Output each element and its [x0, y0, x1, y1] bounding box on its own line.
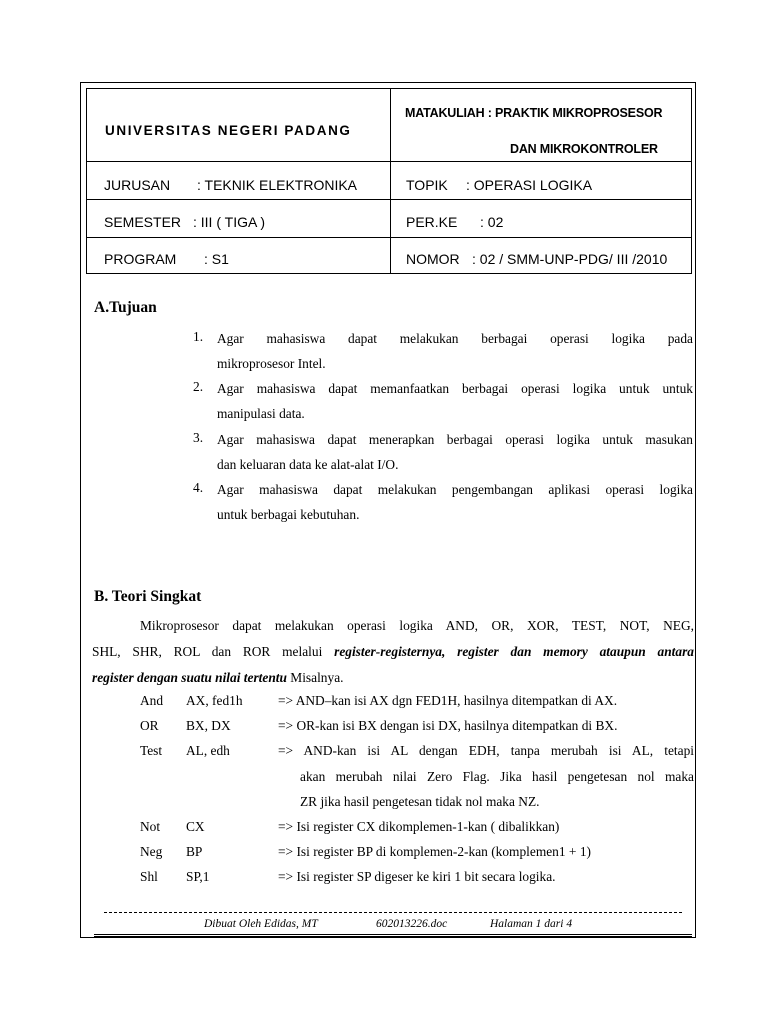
instruction-desc: => Isi register CX dikomplemen-1-kan ( dibalikkan) — [278, 819, 560, 834]
header-row-line — [87, 237, 691, 238]
section-title-teori: B. Teori Singkat — [94, 588, 202, 605]
desc-line: => AND-kan isi AL dengan EDH, tanpa merubah isi AL, tetapi — [278, 743, 694, 758]
list-number: 4. — [193, 480, 204, 495]
instruction-mnemonic: Not — [140, 819, 161, 834]
instruction-mnemonic: And — [140, 693, 164, 708]
semester-value: : III ( TIGA ) — [193, 214, 266, 230]
topik-label: TOPIK — [406, 177, 448, 193]
paragraph-text: Misalnya. — [286, 670, 344, 685]
footer-rule — [94, 934, 692, 935]
section-title-tujuan: A.Tujuan — [94, 299, 157, 316]
paragraph-text: SHL, SHR, ROL dan ROR melalui — [92, 644, 335, 659]
paragraph-line — [92, 665, 694, 691]
instruction-mnemonic: Test — [140, 743, 163, 758]
list-text: dan keluaran data ke alat-alat I/O. — [217, 457, 399, 472]
desc-line: ZR jika hasil pengetesan tidak nol maka NZ. — [300, 794, 540, 809]
header-row-line — [87, 199, 691, 200]
instruction-operand: AX, fed1h — [186, 693, 243, 708]
instruction-operand: CX — [186, 819, 205, 834]
list-number: 1. — [193, 329, 204, 344]
perke-value: : 02 — [480, 214, 504, 230]
instruction-operand: SP,1 — [186, 869, 210, 884]
topik-value: : OPERASI LOGIKA — [466, 177, 593, 193]
footer-page: Halaman 1 dari 4 — [490, 918, 573, 930]
perke-label: PER.KE — [406, 214, 458, 230]
footer-file: 602013226.doc — [376, 918, 448, 930]
list-text: Agar mahasiswa dapat menerapkan berbagai operasi logika untuk masukan — [217, 432, 693, 447]
teori-paragraph — [92, 613, 694, 691]
footer-divider — [104, 912, 682, 913]
header-row-line — [87, 161, 691, 162]
nomor-label: NOMOR — [406, 251, 460, 267]
list-text: Agar mahasiswa dapat melakukan berbagai operasi logika pada — [217, 331, 693, 346]
header-table — [86, 88, 692, 274]
jurusan-label: JURUSAN — [104, 177, 171, 193]
footer-rule — [94, 936, 692, 937]
nomor-value: : 02 / SMM-UNP-PDG/ III /2010 — [472, 251, 668, 267]
instruction-desc: => OR-kan isi BX dengan isi DX, hasilnya ditempatkan di BX. — [278, 718, 618, 733]
list-number: 2. — [193, 379, 204, 394]
footer-author: Dibuat Oleh Edidas, MT — [204, 918, 318, 930]
instruction-desc: => Isi register SP digeser ke kiri 1 bit secara logika. — [278, 869, 556, 884]
program-value: : S1 — [204, 251, 229, 267]
emphasis-text: register-registernya, register dan memory ataupun antara — [334, 644, 694, 659]
jurusan-value: : TEKNIK ELEKTRONIKA — [197, 177, 358, 193]
semester-label: SEMESTER — [104, 214, 182, 230]
instruction-desc — [278, 738, 694, 815]
matakuliah-line1: MATAKULIAH : PRAKTIK MIKROPROSESOR — [405, 106, 663, 120]
header-divider — [390, 89, 391, 273]
list-text: untuk berbagai kebutuhan. — [217, 507, 360, 522]
university-name: UNIVERSITAS NEGERI PADANG — [105, 123, 352, 138]
desc-line: akan merubah nilai Zero Flag. Jika hasil pengetesan nol maka — [300, 768, 694, 784]
instruction-desc: => Isi register BP di komplemen-2-kan (komplemen1 + 1) — [278, 844, 591, 859]
list-text: mikroprosesor Intel. — [217, 356, 326, 371]
matakuliah-line2: DAN MIKROKONTROLER — [510, 142, 658, 156]
instruction-mnemonic: Neg — [140, 844, 163, 859]
program-label: PROGRAM — [104, 251, 177, 267]
emphasis-text: register dengan suatu nilai tertentu — [92, 670, 287, 685]
list-text: Agar mahasiswa dapat melakukan pengembangan aplikasi operasi logika — [217, 482, 693, 497]
list-text: manipulasi data. — [217, 406, 305, 421]
paragraph-line: Mikroprosesor dapat melakukan operasi logika AND, OR, XOR, TEST, NOT, NEG, — [140, 618, 694, 633]
paragraph-line — [92, 639, 694, 665]
instruction-operand: BX, DX — [186, 718, 231, 733]
instruction-operand: AL, edh — [186, 743, 230, 758]
instruction-mnemonic: Shl — [140, 869, 158, 884]
list-text: Agar mahasiswa dapat memanfaatkan berbagai operasi logika untuk untuk — [217, 381, 693, 396]
instruction-mnemonic: OR — [140, 718, 159, 733]
instruction-desc: => AND–kan isi AX dgn FED1H, hasilnya ditempatkan di AX. — [278, 693, 618, 708]
instruction-operand: BP — [186, 844, 203, 859]
list-number: 3. — [193, 430, 204, 445]
